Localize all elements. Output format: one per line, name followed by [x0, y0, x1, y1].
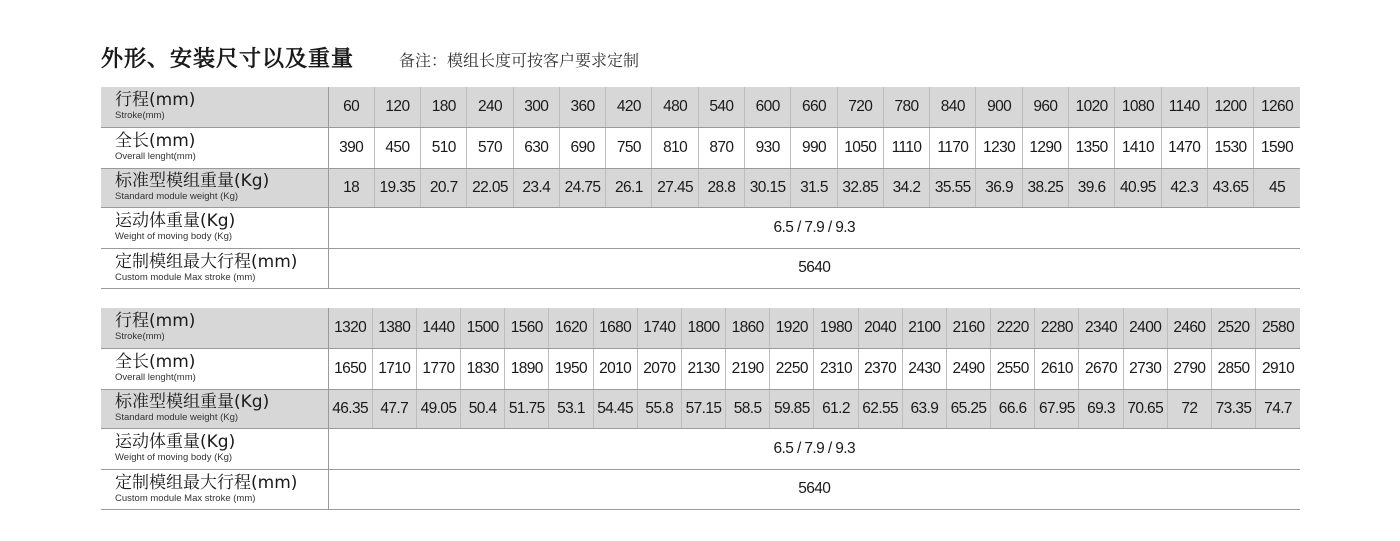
value-cell: 2280: [1035, 308, 1079, 348]
page-title: 外形、安装尺寸以及重量: [101, 47, 355, 72]
value-cell: 46.35: [328, 389, 372, 428]
value-cell: 22.05: [467, 168, 513, 207]
value-cell: 23.4: [513, 168, 559, 207]
value-cell: 53.1: [549, 389, 593, 428]
overall-length-row: [101, 348, 1300, 389]
value-cell: 720: [837, 87, 883, 127]
value-cell: 1650: [328, 348, 372, 389]
value-cell: 750: [606, 127, 652, 168]
row-label-zh: 行程(mm): [115, 311, 196, 332]
value-cell: 1680: [593, 308, 637, 348]
row-label-zh: 运动体重量(Kg): [115, 211, 236, 231]
value-cell: 50.4: [461, 389, 505, 428]
row-label: [101, 207, 328, 248]
value-cell: 2130: [681, 348, 725, 389]
value-cell: 1350: [1069, 127, 1115, 168]
row-label: [101, 87, 328, 127]
value-cell: 1560: [505, 308, 549, 348]
value-cell: 2550: [991, 348, 1035, 389]
value-cell: 38.25: [1022, 168, 1068, 207]
value-cell: 1050: [837, 127, 883, 168]
value-cell: 2010: [593, 348, 637, 389]
value-cell: 2400: [1123, 308, 1167, 348]
value-cell: 1410: [1115, 127, 1161, 168]
row-label-zh: 定制模组最大行程(mm): [115, 251, 298, 272]
value-cell: 2250: [770, 348, 814, 389]
row-label: [101, 127, 328, 168]
value-cell: 1470: [1161, 127, 1207, 168]
value-cell: 70.65: [1123, 389, 1167, 428]
row-label-en: Standard module weight (Kg): [115, 191, 239, 202]
customization-note: 备注：模组长度可按客户要求定制: [399, 51, 640, 70]
value-cell: 45: [1254, 168, 1300, 207]
value-cell: 31.5: [791, 168, 837, 207]
value-cell: 42.3: [1161, 168, 1207, 207]
value-cell: 810: [652, 127, 698, 168]
max-stroke-row: [101, 248, 1300, 288]
value-cell: 2670: [1079, 348, 1123, 389]
value-cell: 2310: [814, 348, 858, 389]
value-cell: 73.35: [1211, 389, 1255, 428]
spec-table-1: [101, 87, 1300, 289]
row-label: [101, 168, 328, 207]
module-weight-row: [101, 389, 1300, 428]
value-cell: 67.95: [1035, 389, 1079, 428]
value-cell: 47.7: [372, 389, 416, 428]
moving-body-weight-row: [101, 207, 1300, 248]
row-label-en: Custom module Max stroke (mm): [115, 271, 256, 283]
value-cell: 1140: [1161, 87, 1207, 127]
value-cell: 690: [559, 127, 605, 168]
value-cell: 34.2: [883, 168, 929, 207]
row-label-zh: 全长(mm): [115, 352, 196, 372]
value-cell: 900: [976, 87, 1022, 127]
value-cell: 40.95: [1115, 168, 1161, 207]
row-label: [101, 428, 328, 469]
value-cell: 32.85: [837, 168, 883, 207]
row-label: [101, 469, 328, 509]
value-cell: 36.9: [976, 168, 1022, 207]
value-cell: 58.5: [726, 389, 770, 428]
value-cell: 2790: [1167, 348, 1211, 389]
value-cell: 660: [791, 87, 837, 127]
value-cell: 6.5 / 7.9 / 9.3: [328, 207, 1300, 248]
value-cell: 63.9: [902, 389, 946, 428]
module-weight-row: [101, 168, 1300, 207]
row-label-zh: 定制模组最大行程(mm): [115, 472, 298, 493]
row-label-en: Standard module weight (Kg): [115, 412, 239, 423]
value-cell: 450: [374, 127, 420, 168]
value-cell: 30.15: [745, 168, 791, 207]
row-label-en: Overall lenght(mm): [115, 151, 196, 162]
row-label-en: Stroke(mm): [115, 110, 165, 122]
value-cell: 930: [745, 127, 791, 168]
value-cell: 20.7: [421, 168, 467, 207]
value-cell: 54.45: [593, 389, 637, 428]
value-cell: 1530: [1207, 127, 1253, 168]
value-cell: 1770: [416, 348, 460, 389]
value-cell: 5640: [328, 248, 1300, 288]
value-cell: 1200: [1207, 87, 1253, 127]
value-cell: 28.8: [698, 168, 744, 207]
row-label-zh: 行程(mm): [115, 90, 196, 111]
value-cell: 2610: [1035, 348, 1079, 389]
row-label-zh: 标准型模组重量(Kg): [115, 392, 270, 412]
row-label-en: Custom module Max stroke (mm): [115, 492, 256, 504]
value-cell: 1710: [372, 348, 416, 389]
value-cell: 1860: [726, 308, 770, 348]
value-cell: 62.55: [858, 389, 902, 428]
value-cell: 24.75: [559, 168, 605, 207]
value-cell: 2340: [1079, 308, 1123, 348]
value-cell: 960: [1022, 87, 1068, 127]
value-cell: 66.6: [991, 389, 1035, 428]
value-cell: 1110: [883, 127, 929, 168]
value-cell: 480: [652, 87, 698, 127]
value-cell: 74.7: [1256, 389, 1300, 428]
value-cell: 2490: [946, 348, 990, 389]
value-cell: 1920: [770, 308, 814, 348]
value-cell: 39.6: [1069, 168, 1115, 207]
value-cell: 2430: [902, 348, 946, 389]
value-cell: 35.55: [930, 168, 976, 207]
value-cell: 6.5 / 7.9 / 9.3: [328, 428, 1300, 469]
max-stroke-row: [101, 469, 1300, 509]
spec-table-2: [101, 308, 1300, 510]
value-cell: 1740: [637, 308, 681, 348]
value-cell: 57.15: [681, 389, 725, 428]
value-cell: 570: [467, 127, 513, 168]
value-cell: 2520: [1211, 308, 1255, 348]
value-cell: 840: [930, 87, 976, 127]
value-cell: 2160: [946, 308, 990, 348]
row-label: [101, 389, 328, 428]
value-cell: 1980: [814, 308, 858, 348]
value-cell: 1290: [1022, 127, 1068, 168]
value-cell: 1260: [1254, 87, 1300, 127]
value-cell: 60: [328, 87, 374, 127]
row-label-zh: 运动体重量(Kg): [115, 432, 236, 452]
value-cell: 43.65: [1207, 168, 1253, 207]
value-cell: 2910: [1256, 348, 1300, 389]
value-cell: 2100: [902, 308, 946, 348]
value-cell: 780: [883, 87, 929, 127]
value-cell: 1020: [1069, 87, 1115, 127]
value-cell: 510: [421, 127, 467, 168]
value-cell: 1380: [372, 308, 416, 348]
value-cell: 27.45: [652, 168, 698, 207]
value-cell: 18: [328, 168, 374, 207]
stroke-row: [101, 308, 1300, 348]
value-cell: 5640: [328, 469, 1300, 509]
value-cell: 2580: [1256, 308, 1300, 348]
value-cell: 1620: [549, 308, 593, 348]
row-label: [101, 348, 328, 389]
value-cell: 240: [467, 87, 513, 127]
value-cell: 2730: [1123, 348, 1167, 389]
value-cell: 19.35: [374, 168, 420, 207]
value-cell: 420: [606, 87, 652, 127]
value-cell: 2040: [858, 308, 902, 348]
value-cell: 2220: [991, 308, 1035, 348]
value-cell: 26.1: [606, 168, 652, 207]
value-cell: 1800: [681, 308, 725, 348]
row-label-zh: 标准型模组重量(Kg): [115, 171, 270, 191]
value-cell: 69.3: [1079, 389, 1123, 428]
stroke-row: [101, 87, 1300, 127]
row-label: [101, 308, 328, 348]
value-cell: 2370: [858, 348, 902, 389]
row-label-en: Overall lenght(mm): [115, 372, 196, 383]
overall-length-row: [101, 127, 1300, 168]
value-cell: 990: [791, 127, 837, 168]
value-cell: 49.05: [416, 389, 460, 428]
value-cell: 51.75: [505, 389, 549, 428]
value-cell: 2190: [726, 348, 770, 389]
value-cell: 180: [421, 87, 467, 127]
row-label-en: Stroke(mm): [115, 331, 165, 343]
value-cell: 300: [513, 87, 559, 127]
value-cell: 55.8: [637, 389, 681, 428]
value-cell: 1500: [461, 308, 505, 348]
value-cell: 2460: [1167, 308, 1211, 348]
value-cell: 1950: [549, 348, 593, 389]
value-cell: 1170: [930, 127, 976, 168]
value-cell: 72: [1167, 389, 1211, 428]
moving-body-weight-row: [101, 428, 1300, 469]
value-cell: 65.25: [946, 389, 990, 428]
value-cell: 2070: [637, 348, 681, 389]
row-label-en: Weight of moving body (Kg): [115, 452, 233, 463]
row-label-en: Weight of moving body (Kg): [115, 231, 233, 242]
value-cell: 1830: [461, 348, 505, 389]
value-cell: 540: [698, 87, 744, 127]
value-cell: 120: [374, 87, 420, 127]
heading: [101, 42, 639, 73]
value-cell: 1890: [505, 348, 549, 389]
value-cell: 1230: [976, 127, 1022, 168]
value-cell: 61.2: [814, 389, 858, 428]
value-cell: 600: [745, 87, 791, 127]
value-cell: 870: [698, 127, 744, 168]
value-cell: 360: [559, 87, 605, 127]
value-cell: 2850: [1211, 348, 1255, 389]
value-cell: 1080: [1115, 87, 1161, 127]
value-cell: 1590: [1254, 127, 1300, 168]
value-cell: 1320: [328, 308, 372, 348]
value-cell: 59.85: [770, 389, 814, 428]
value-cell: 630: [513, 127, 559, 168]
row-label: [101, 248, 328, 288]
value-cell: 390: [328, 127, 374, 168]
value-cell: 1440: [416, 308, 460, 348]
row-label-zh: 全长(mm): [115, 131, 196, 151]
